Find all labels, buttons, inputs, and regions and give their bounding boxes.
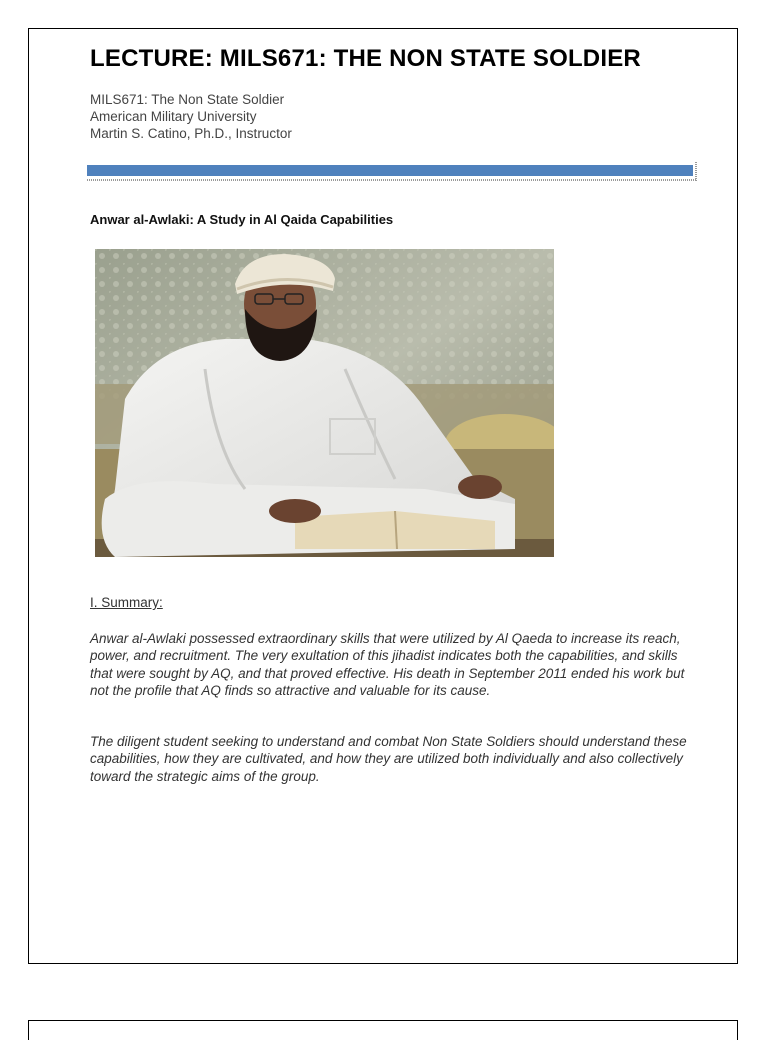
document-page [28,28,738,964]
instructor-name: Martin S. Catino, Ph.D., Instructor [90,126,292,141]
header-rule [87,162,699,180]
summary-paragraph-1: Anwar al-Awlaki possessed extraordinary skills that were utilized by Al Qaeda to increase its reach, power, and recruitment. The very exultation of this jihadist indicates both the capabilities, and skills that were sought by AQ, and that proved effective. His death in September 2011 ended his work but not the profile that AQ finds so attractive and valuable for its cause. [90,631,685,698]
next-page-edge [28,1020,738,1040]
course-name: MILS671: The Non State Soldier [90,92,285,107]
header-rule-bar [87,165,693,176]
portrait-photo [95,249,554,557]
page-title: LECTURE: MILS671: THE NON STATE SOLDIER [90,45,641,72]
course-meta [90,91,292,142]
summary-heading: I. Summary: [90,595,163,610]
section-subtitle: Anwar al-Awlaki: A Study in Al Qaida Capabilities [90,212,394,227]
summary-paragraph-2: The diligent student seeking to understand and combat Non State Soldiers should understand these capabilities, how they are cultivated, and how they are utilized both individually and also collectively toward the strategic aims of the group. [90,734,687,784]
header-rule-shadow-bottom [87,179,697,181]
institution-name: American Military University [90,109,257,124]
